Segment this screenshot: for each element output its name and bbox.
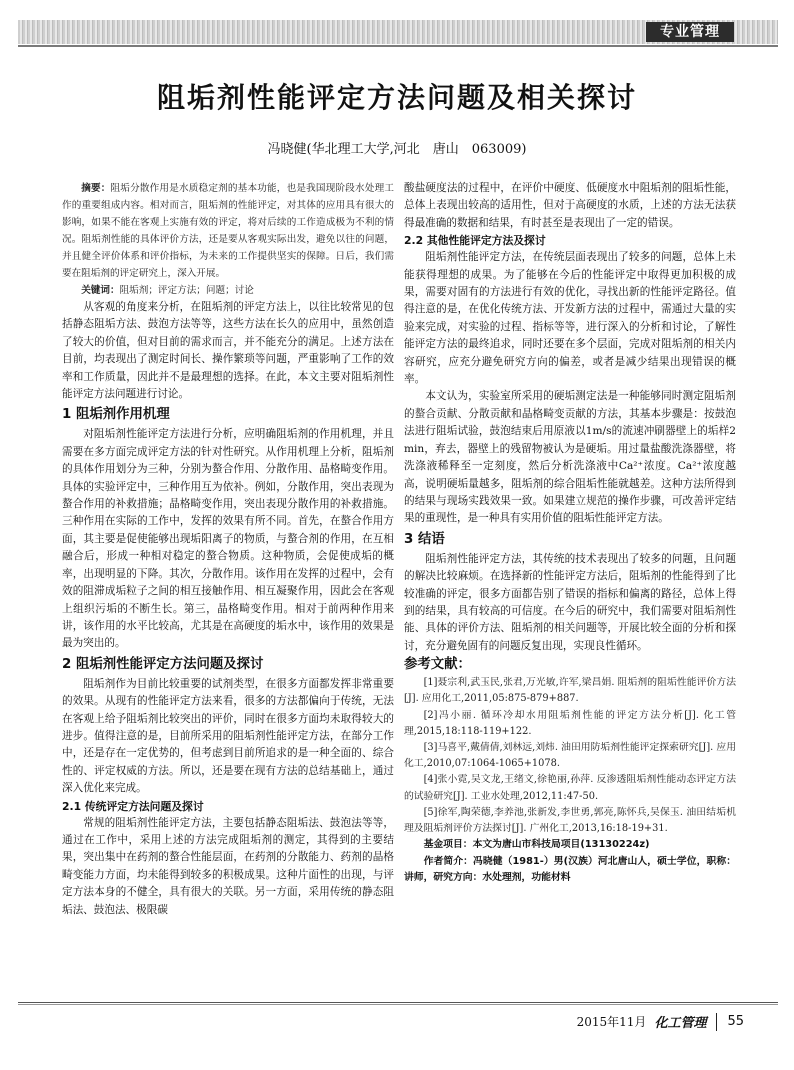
reference-item: [1]聂宗利,武玉民,张君,万光敏,许军,梁昌娟. 阻垢剂的阻垢性能评价方法[J]. 应用化工,2011,05:875-879+887. — [404, 677, 736, 705]
page-number: 55 — [727, 1014, 744, 1029]
intro-paragraph: 从客观的角度来分析，在阻垢剂的评定方法上，以往比较常见的包括静态阻垢方法、鼓泡方法等等，这些方法在长久的应用中，虽然创造了较大的价值，但对目前的需求而言，并不能充分的满足。上述方法在目前，均表现出了测定时间长、操作繁琐等问题，严重影响了工作的效率和工作质量，因此并不是最理想的选择。在此，本文主要对阻垢剂性能评定方法问题进行讨论。 — [62, 301, 394, 401]
right-column — [404, 180, 736, 887]
page-footer — [577, 1012, 744, 1031]
references-title: 参考文献： — [404, 657, 471, 673]
journal-name: 化工管理 — [654, 1016, 707, 1031]
heading-2-1: 2.1 传统评定方法问题及探讨 — [62, 799, 204, 813]
keywords-text: 阻垢剂；评定方法；问题；讨论 — [119, 285, 254, 296]
issue-date: 2015年11月 — [576, 1015, 647, 1029]
section-tag: 专业管理 — [646, 22, 734, 42]
section-2-1-continued: 酸盐硬度法的过程中，在评价中硬度、低硬度水中阻垢剂的阻垢性能，总体上表现出较高的适用性，但对于高硬度的水质，上述的方法无法获得最准确的数据和结果，有时甚至是表现出了一定的错误。 — [404, 182, 736, 229]
keywords-label: 关键词： — [81, 285, 120, 296]
left-column — [62, 180, 394, 919]
section-2-2-paragraph-b: 本文认为，实验室所采用的硬垢测定法是一种能够同时测定阻垢剂的螯合贡献、分散贡献和晶格畸变贡献的方法，其基本步骤是：按鼓泡法进行阻垢试验，鼓泡结束后用原液以1m/s的流速冲刷器壁上的垢样2 min，弃去，器壁上的残留物被认为是硬垢。用过量盐酸洗涤器壁，将洗涤液稀释至一定刻度，然后分析洗涤液中Ca²⁺浓度。Ca²⁺浓度越高，说明硬垢量越多，阻垢剂的综合阻垢性能就越差。这种方法所得到的结果与现场实践效果一致。如果建立规范的操作步骤，可改善评定结果的重现性，是一种具有实用价值的阻垢性能评定方法。 — [404, 390, 736, 525]
fund-note: 基金项目：本文为唐山市科技局项目(13130224z) — [423, 839, 650, 851]
section-2-2-paragraph-a: 阻垢剂性能评定方法，在传统层面表现出了较多的问题，总体上未能获得理想的成果。为了能够在今后的性能评定中取得更加积极的成果，需要对固有的方法进行有效的优化，寻找出新的性能评定路径。值得注意的是，在优化传统方法、开发新方法的过程中，需通过大量的实验来完成，对实验的过程、指标等等，进行深入的分析和讨论，了解性能评定方法的最终追求，同时还要在多个层面，完成对阻垢剂的相关内容研究，应充分避免研究方向的偏差，或者是减少结果出现错误的概率。 — [404, 251, 736, 386]
heading-2: 2 阻垢剂性能评定方法问题及探讨 — [62, 656, 264, 672]
author-note-rest: 职称：讲师，研究方向：水处理剂，功能材料 — [404, 855, 737, 884]
reference-item: [2]冯小丽. 循环冷却水用阻垢剂性能的评定方法分析[J]. 化工管理,2015,18:118-119+122. — [404, 709, 736, 737]
reference-item: [3]马喜平,戴倩倩,刘林远,刘炜. 油田用防垢剂性能评定探索研究[J]. 应用化工,2010,07:1064-1065+1078. — [404, 741, 736, 770]
conclusion-paragraph: 阻垢剂性能评定方法，其传统的技术表现出了较多的问题，且问题的解决比较麻烦。在选择新的性能评定方法后，阻垢剂的性能得到了比较准确的评定，很多方面都告别了错误的指标和偏离的路径，总体上得到的结果，具有较高的可信度。在今后的研究中，我们需要对阻垢剂性能、具体的评价方法、阻垢剂的相关问题等，开展比较全面的分析和探讨，充分避免固有的问题反复出现，实现良性循环。 — [404, 552, 736, 652]
footer-rule — [18, 1002, 778, 1003]
abstract-text: 阻垢分散作用是水质稳定剂的基本功能，也是我国现阶段水处理工作的重要组成内容。相对而言，阻垢剂的性能评定，对其体的应用具有很大的影响，如果不能在客观上实施有效的评定，将对后续的工作造成极为不利的情况。阻垢剂性能的具体评价方法，还是要从客观实际出发，避免以往的问题，并且健全评价体系和评价指标，为未来的工作提供坚实的保障。日后，我们需要在阻垢剂的评定研究上，深入开展。 — [62, 183, 394, 279]
article-title: 阻垢剂性能评定方法问题及相关探讨 — [156, 81, 637, 114]
heading-1: 1 阻垢剂作用机理 — [62, 407, 170, 423]
author-note-lead: 作者简介：冯晓健（1981-）男(汉族）河北唐山人，硕士学位， — [423, 855, 707, 867]
section-1-paragraph: 对阻垢剂性能评定方法进行分析，应明确阻垢剂的作用机理，并且需要在多方面完成评定方法的针对性研究。从作用机理上分析，阻垢剂的具体作用划分为三种，分别为螯合作用、分散作用、晶格畸变作用。具体的实验评定中，三种作用互为依补。例如，分散作用，突出表现为螯合作用的补救措施；晶格畸变作用，突出表现分散作用的补救措施。三种作用在实际的工作中，发挥的效果有所不同。首先，在螯合作用方面，其主要是促使能够出现垢阳离子的物质，与螯合剂的作用，在互相融合后，形成一种相对稳定的螯合物质。这种物质，会促使成垢的概率，出现明显的下降。其次，分散作用。该作用在发挥的过程中，会有效的阻滞成垢粒子之间的相互接触作用、相互凝聚作用，因此会在客观上组织污垢的不断生长。第三，晶格畸变作用。相对于前两种作用来讲，该作用的水平比较高，尤其是在高硬度的垢水中，该作用的效果是最为突出的。 — [62, 428, 394, 650]
heading-2-2: 2.2 其他性能评定方法及探讨 — [404, 234, 546, 248]
heading-3: 3 结语 — [404, 531, 445, 547]
abstract-label: 摘要： — [81, 183, 111, 194]
footer-divider — [716, 1013, 717, 1031]
author-note — [404, 854, 736, 887]
abstract — [62, 180, 394, 282]
section-2-1-paragraph: 常规的阻垢剂性能评定方法，主要包括静态阻垢法、鼓泡法等等，通过在工作中，采用上述的方法完成阻垢剂的测定，其得到的主要结果，突出集中在药剂的螯合性能层面，在药剂的分散能力、药剂的晶格畸变能力方面，均未能得到较多的积极成果。这种片面性的出现，与评定方法本身的不健全，具有很大的关联。另一方面，采用传统的静态阻垢法、鼓泡法、极限碳 — [62, 816, 394, 916]
keywords — [62, 282, 394, 299]
reference-item: [5]徐军,陶荣德,李养池,张新发,李世勇,郭亮,陈怀兵,吴保玉. 油田结垢机理及阻垢剂评价方法探讨[J]. 广州化工,2013,16:18-19+31. — [404, 806, 736, 834]
reference-item: [4]张小霓,吴文龙,王绪文,徐艳丽,孙萍. 反渗透阻垢剂性能动态评定方法的试验研究[J]. 工业水处理,2012,11:47-50. — [404, 774, 736, 802]
section-2-paragraph: 阻垢剂作为目前比较重要的试剂类型，在很多方面都发挥非常重要的效果。从现有的性能评定方法来看，很多的方法都偏向于传统，无法在客观上给予阻垢剂比较突出的评价，同时在很多方面均未取得较大的进步。值得注意的是，目前所采用的阻垢剂性能评定方法，在部分工作中，还是存在一定优势的，但考虑到目前所追求的是一种全面的、综合性的、评定权威的方法。所以，还是要在现有方法的总结基础上，通过深入优化来完成。 — [62, 677, 394, 795]
author-byline: 冯晓健(华北理工大学,河北 唐山 063009) — [267, 142, 527, 157]
